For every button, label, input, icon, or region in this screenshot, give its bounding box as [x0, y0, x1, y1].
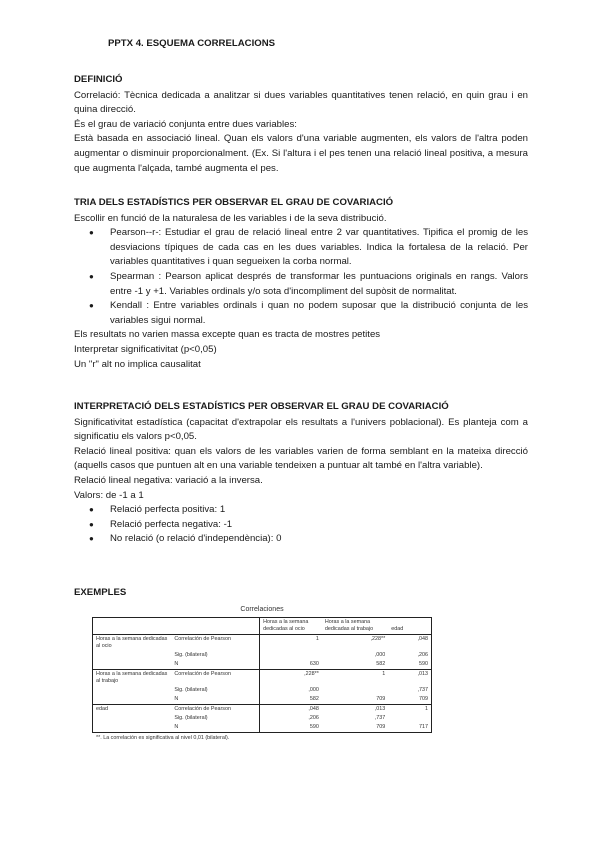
table-cell: 590: [419, 661, 428, 667]
table-row: [93, 670, 432, 687]
table-row: [93, 723, 432, 733]
list-item-kendall: ● Kendall : Entre variables ordinals i quan no podem suposar que la distribució conjunta de les variables sigui normal.: [74, 299, 528, 328]
list-item-spearman: ● Spearman : Pearson aplicat després de transformar les puntuacions originals en rangs. Valors entre -1 y +1. Variables ordinals y/o sota d'incompliment del supòsit de normalitat.: [74, 270, 528, 299]
table-cell: 1: [388, 705, 431, 715]
col-header-edad: edad: [388, 618, 431, 635]
table-cell: ,206: [260, 714, 322, 723]
tria-note-2: Interpretar significativitat (p<0,05): [74, 343, 217, 355]
table-row: [93, 686, 432, 695]
valors-list: [74, 503, 528, 547]
table-cell: 630: [260, 660, 322, 670]
heading-interpretacio: INTERPRETACIÓ DELS ESTADÍSTICS PER OBSERVAR EL GRAU DE COVARIACIÓ: [74, 401, 449, 412]
heading-tria: TRIA DELS ESTADÍSTICS PER OBSERVAR EL GRAU DE COVARIACIÓ: [74, 197, 394, 208]
table-cell: ,000: [374, 652, 386, 658]
table-footnote: **. La correlación es significativa al nivel 0,01 (bilateral).: [96, 735, 230, 741]
interp-paragraph-3: Relació lineal negativa: variació a la inversa.: [74, 474, 263, 486]
table-cell: ,013: [388, 670, 431, 687]
section-tria: [74, 196, 528, 372]
tria-list: [74, 226, 528, 328]
list-item-pearson: ● Pearson--r-: Estudiar el grau de relació lineal entre 2 var quantitatives. Tipifica el promig de les desviacions típiques de cada cas en les dues variables. Indica la fortalesa de la relació. Per variables quantitatives i quan segueixen la corba normal.: [74, 226, 528, 270]
row-stat-label: Sig. (bilateral): [174, 715, 208, 721]
section-exemples: [74, 586, 528, 602]
list-item-perfect-positive: ● Relació perfecta positiva: 1: [74, 503, 528, 518]
correlations-table: [92, 617, 432, 733]
table-cell: ,228**: [322, 635, 388, 652]
definicio-paragraph-2: És el grau de variació conjunta entre dues variables:: [74, 118, 297, 130]
table-cell: 582: [376, 661, 386, 667]
table-cell: ,206: [417, 652, 428, 658]
list-item-perfect-negative: ● Relació perfecta negativa: -1: [74, 518, 528, 533]
row-stat-label: Correlación de Pearson: [171, 635, 259, 652]
row-group-label: Horas a la semana dedicadas al trabajo: [93, 670, 172, 687]
section-interpretacio: [74, 400, 528, 547]
table-cell: ,737: [374, 715, 386, 721]
row-group-label: [93, 695, 172, 705]
table-cell: 709: [376, 724, 386, 730]
heading-definicio: DEFINICIÓ: [74, 74, 123, 85]
table-row: [93, 651, 432, 660]
col-header-ocio: Horas a la semana dedicadas al ocio: [260, 618, 322, 635]
tria-note-1: Els resultats no varien massa excepte quan es tracta de mostres petites: [74, 329, 381, 341]
row-stat-label: Sig. (bilateral): [174, 687, 208, 693]
table-row: [93, 660, 432, 670]
correlations-table-figure: [92, 605, 432, 742]
row-group-label: Horas a la semana dedicadas al ocio: [93, 635, 172, 652]
row-stat-label: Sig. (bilateral): [174, 652, 208, 658]
row-group-label: [93, 686, 172, 695]
table-row: [93, 714, 432, 723]
table-cell: ,228**: [260, 670, 322, 687]
table-cell: 709: [376, 696, 386, 702]
table-caption: Correlaciones: [240, 606, 284, 613]
section-definicio: [74, 73, 528, 176]
row-group-label: [93, 723, 172, 733]
interp-paragraph-4: Valors: de -1 a 1: [74, 489, 144, 501]
table-cell: 717: [419, 724, 428, 730]
row-group-label: [93, 651, 172, 660]
table-header-row: [93, 618, 432, 635]
page-title: PPTX 4. ESQUEMA CORRELACIONS: [108, 38, 276, 49]
table-cell: ,013: [322, 705, 388, 715]
table-cell: [322, 686, 388, 695]
row-stat-label: Correlación de Pearson: [171, 705, 259, 715]
table-cell: 1: [260, 635, 322, 652]
table-cell: ,048: [388, 635, 431, 652]
definicio-paragraph-3: Està basada en associació lineal. Quan els valors d'una variable augmenten, els valors de l'altra poden augmentar o disminuir proporcionalment. (Ex. Si l'altura i el pes tenen una relació lineal positiva, a mesura que augmenta l'alçada, també augmenta el pes.: [74, 133, 528, 174]
table-cell: 1: [322, 670, 388, 687]
row-group-label: edad: [93, 705, 172, 715]
col-header-trabajo: Horas a la semana dedicadas al trabajo: [322, 618, 388, 635]
row-stat-label: N: [174, 696, 179, 702]
table-body: [93, 635, 432, 733]
table-row: [93, 695, 432, 705]
table-cell: 709: [419, 696, 428, 702]
tria-intro: Escollir en funció de la naturalesa de les variables i de la seva distribució.: [74, 212, 387, 224]
table-cell: [260, 651, 322, 660]
heading-exemples: EXEMPLES: [74, 587, 127, 598]
interp-paragraph-2: Relació lineal positiva: quan els valors de les variables varien de forma semblant en la mateixa direcció (aquells casos que puntuen alt en una variable tendeixen a puntuar alt també en l'altra variable).: [74, 445, 528, 472]
table-cell: 582: [260, 695, 322, 705]
table-cell: 590: [260, 723, 322, 733]
row-stat-label: Correlación de Pearson: [171, 670, 259, 687]
table-cell: ,737: [417, 687, 428, 693]
definicio-paragraph-1: Correlació: Tècnica dedicada a analitzar si dues variables quantitatives tenen relació, en quin grau i en quina direcció.: [74, 89, 528, 116]
table-cell: ,048: [260, 705, 322, 715]
list-item-no-relation: ● No relació (o relació d'independència): 0: [74, 532, 528, 547]
row-stat-label: N: [174, 724, 179, 730]
row-group-label: [93, 714, 172, 723]
table-row: [93, 635, 432, 652]
row-group-label: [93, 660, 172, 670]
row-stat-label: N: [174, 661, 179, 667]
interp-paragraph-1: Significativitat estadística (capacitat d'extrapolar els resultats a l'univers poblacional). Es planteja com a significatiu els valors p<0,05.: [74, 416, 528, 443]
tria-note-3: Un "r" alt no implica causalitat: [74, 358, 201, 370]
table-cell: ,000: [260, 686, 322, 695]
table-row: [93, 705, 432, 715]
table-cell: [388, 714, 431, 723]
